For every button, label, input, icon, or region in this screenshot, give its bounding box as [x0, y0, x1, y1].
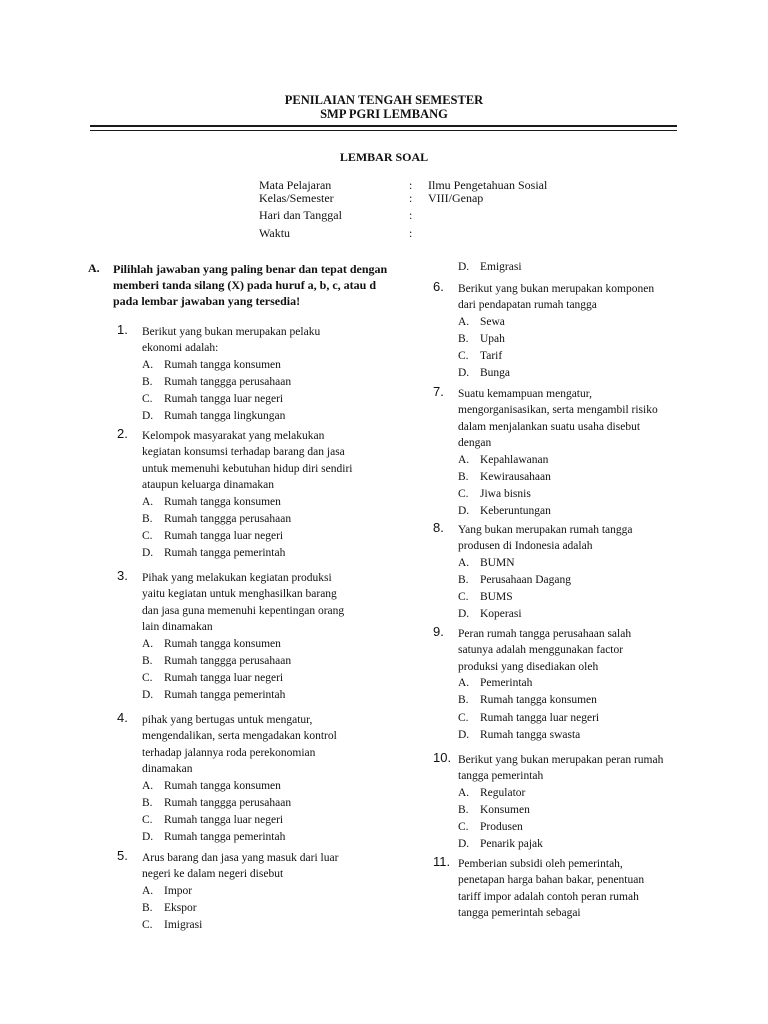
- option-b[interactable]: [458, 572, 668, 589]
- question-text: Pemberian subsidi oleh pemerintah, penetapan harga bahan bakar, penentuan tariff impor adalah contoh peran rumah tangga pemerintah sebagai: [458, 858, 645, 920]
- option-letter: D.: [142, 547, 154, 560]
- option-text: Emigrasi: [480, 261, 522, 273]
- option-b[interactable]: [142, 795, 354, 812]
- option-letter: C.: [142, 530, 153, 542]
- option-letter: C.: [142, 814, 153, 826]
- option-text: Rumah tangga konsumen: [164, 779, 281, 792]
- option-b[interactable]: [458, 802, 673, 819]
- question-text: Yang bukan merupakan rumah tangga produsen di Indonesia adalah: [458, 524, 633, 553]
- option-text: BUMN: [480, 556, 515, 569]
- option-text: Rumah tangga swasta: [480, 728, 581, 741]
- option-text: Regulator: [480, 786, 526, 799]
- option-text: Bunga: [480, 367, 511, 380]
- option-a[interactable]: [142, 883, 354, 900]
- option-text: BUMS: [480, 591, 513, 604]
- option-text: Rumah tangga pemerintah: [164, 689, 286, 702]
- option-text: Jiwa bisnis: [480, 488, 531, 500]
- option-a[interactable]: [142, 357, 354, 374]
- question-number: 2.: [117, 426, 128, 441]
- option-letter: D.: [458, 728, 470, 741]
- option-letter: D.: [458, 367, 470, 380]
- option-b[interactable]: [142, 511, 354, 528]
- question-2: [117, 426, 354, 562]
- question-number: 7.: [433, 384, 444, 399]
- option-d[interactable]: [142, 687, 354, 704]
- option-letter: D.: [458, 608, 470, 621]
- option-letter: B.: [142, 376, 153, 388]
- option-text: Tarif: [480, 350, 503, 363]
- option-letter: A.: [458, 556, 470, 569]
- option-letter: A.: [142, 884, 154, 897]
- option-b[interactable]: [458, 469, 658, 486]
- option-d[interactable]: [458, 503, 658, 520]
- question-number: 11.: [433, 854, 451, 869]
- info-value-class: VIII/Genap: [428, 191, 484, 205]
- option-letter: B.: [142, 902, 153, 914]
- option-text: Ekspor: [164, 902, 197, 914]
- option-text: Rumah tangga luar negeri: [164, 530, 284, 542]
- exam-title: PENILAIAN TENGAH SEMESTER: [284, 93, 484, 107]
- option-letter: D.: [142, 689, 154, 702]
- option-a[interactable]: [458, 314, 668, 331]
- option-text: Rumah tangga konsumen: [164, 495, 281, 508]
- question-number: 4.: [117, 710, 128, 725]
- question-number: 5.: [117, 848, 128, 863]
- option-text: Rumah tangga pemerintah: [164, 831, 286, 844]
- option-d[interactable]: [458, 606, 668, 623]
- option-letter: C.: [142, 393, 153, 406]
- info-colon: :: [409, 226, 413, 240]
- question-number: 8.: [433, 520, 444, 535]
- question-6: [433, 279, 668, 383]
- option-b[interactable]: [458, 692, 658, 709]
- option-letter: B.: [458, 694, 469, 707]
- info-colon: :: [409, 208, 413, 222]
- option-a[interactable]: [458, 555, 668, 572]
- option-letter: A.: [142, 495, 154, 508]
- option-text: Perusahaan Dagang: [480, 574, 572, 586]
- option-c[interactable]: [458, 348, 668, 365]
- option-letter: B.: [458, 574, 469, 586]
- option-text: Rumah tangga pemerintah: [164, 547, 286, 560]
- header-rule-thick: [90, 125, 677, 127]
- option-a[interactable]: [458, 785, 673, 802]
- option-letter: A.: [142, 637, 154, 650]
- info-colon: :: [409, 191, 413, 205]
- option-d[interactable]: [458, 365, 668, 382]
- option-a[interactable]: [142, 636, 354, 653]
- option-text: Rumah tangga luar negeri: [164, 672, 284, 684]
- option-letter: B.: [458, 333, 469, 345]
- option-text: Impor: [164, 884, 193, 897]
- option-a[interactable]: [458, 675, 658, 692]
- option-text: Rumah tanggga perusahaan: [164, 512, 292, 525]
- option-a[interactable]: [142, 778, 354, 795]
- option-d[interactable]: [458, 259, 522, 276]
- option-d[interactable]: [458, 836, 673, 853]
- option-text: Sewa: [480, 315, 505, 328]
- option-text: Rumah tangga luar negeri: [164, 814, 284, 826]
- info-colon: :: [409, 178, 413, 192]
- option-letter: B.: [458, 804, 469, 816]
- option-d[interactable]: [142, 545, 354, 562]
- option-d[interactable]: [458, 727, 658, 744]
- option-a[interactable]: [458, 452, 658, 469]
- question-text: Suatu kemampuan mengatur, mengorganisasikan, serta mengambil risiko dalam menjalankan suatu usaha disebut dengan: [458, 388, 658, 450]
- option-letter: B.: [142, 796, 153, 809]
- question-10: [433, 750, 673, 854]
- option-letter: D.: [142, 831, 154, 844]
- option-b[interactable]: [142, 900, 354, 917]
- option-a[interactable]: [142, 494, 354, 511]
- option-letter: A.: [458, 453, 470, 466]
- option-c[interactable]: [142, 528, 354, 545]
- option-text: Rumah tangga lingkungan: [164, 410, 286, 423]
- option-text: Pemerintah: [480, 677, 533, 690]
- info-label-class: Kelas/Semester: [259, 191, 334, 205]
- option-text: Rumah tangga luar negeri: [164, 393, 284, 406]
- option-text: Kewirausahaan: [480, 470, 551, 483]
- question-number: 1.: [117, 322, 128, 337]
- question-text: pihak yang bertugas untuk mengatur, mengendalikan, serta mengadakan kontrol terhadap jalannya roda perekonomian dinamakan: [142, 714, 337, 776]
- option-letter: D.: [458, 261, 470, 273]
- question-text: Pihak yang melakukan kegiatan produksi yaitu kegiatan untuk menghasilkan barang dan jasa guna memenuhi kepentingan orang lain dinamakan: [142, 572, 345, 634]
- question-number: 6.: [433, 279, 444, 294]
- question-number: 10.: [433, 750, 452, 765]
- question-text: Kelompok masyarakat yang melakukan kegiatan konsumsi terhadap barang dan jasa untuk memenuhi kebutuhan hidup diri sendiri ataupun keluarga dinamakan: [142, 430, 353, 492]
- option-letter: C.: [458, 711, 469, 724]
- option-c[interactable]: [142, 670, 354, 687]
- option-text: Rumah tanggga perusahaan: [164, 654, 292, 667]
- option-text: Koperasi: [480, 608, 522, 621]
- option-letter: A.: [142, 779, 154, 792]
- option-text: Rumah tangga konsumen: [164, 637, 281, 650]
- option-text: Rumah tangga konsumen: [164, 358, 281, 371]
- question-text: Berikut yang bukan merupakan peran rumah tangga pemerintah: [458, 754, 664, 783]
- option-text: Imigrasi: [164, 919, 203, 932]
- info-value-subject: Ilmu Pengetahuan Sosial: [428, 178, 548, 192]
- question-text: Peran rumah tangga perusahaan salah satunya adalah menggunakan factor produksi yang disediakan oleh: [458, 628, 632, 673]
- option-c[interactable]: [458, 710, 658, 727]
- option-letter: C.: [458, 350, 469, 363]
- option-letter: C.: [142, 919, 153, 932]
- info-label-time: Waktu: [259, 226, 291, 240]
- question-4: [117, 710, 354, 846]
- option-letter: C.: [142, 672, 153, 684]
- option-c[interactable]: [458, 486, 658, 503]
- option-text: Upah: [480, 333, 505, 345]
- option-d[interactable]: [142, 829, 354, 846]
- option-letter: C.: [458, 488, 469, 500]
- option-b[interactable]: [142, 653, 354, 670]
- option-text: Rumah tangga konsumen: [480, 694, 597, 707]
- option-text: Rumah tanggga perusahaan: [164, 376, 292, 388]
- question-text: Arus barang dan jasa yang masuk dari luar negeri ke dalam negeri disebut: [142, 852, 339, 881]
- option-letter: D.: [458, 505, 470, 518]
- option-text: Kepahlawanan: [480, 453, 549, 466]
- option-c[interactable]: [142, 917, 354, 934]
- option-letter: A.: [458, 786, 470, 799]
- option-letter: D.: [458, 838, 470, 851]
- option-letter: C.: [458, 591, 469, 604]
- header-rule-thin: [90, 130, 677, 131]
- question-5: [117, 848, 354, 934]
- option-c[interactable]: [458, 589, 668, 606]
- question-9: [433, 624, 658, 744]
- option-b[interactable]: [458, 331, 668, 348]
- option-text: Rumah tangga luar negeri: [480, 711, 600, 724]
- option-c[interactable]: [458, 819, 673, 836]
- question-1: [117, 322, 354, 426]
- option-b[interactable]: [142, 374, 354, 391]
- option-d[interactable]: [142, 408, 354, 425]
- question-number: 3.: [117, 568, 128, 583]
- option-letter: A.: [142, 358, 154, 371]
- option-text: Konsumen: [480, 804, 530, 816]
- option-letter: A.: [458, 315, 470, 328]
- option-text: Keberuntungan: [480, 505, 551, 518]
- option-letter: B.: [142, 654, 153, 667]
- option-letter: B.: [458, 470, 469, 483]
- question-7: [433, 384, 658, 520]
- question-8: [433, 520, 668, 624]
- option-letter: B.: [142, 512, 153, 525]
- section-letter: A.: [88, 261, 100, 275]
- section-instruction: Pilihlah jawaban yang paling benar dan tepat dengan memberi tanda silang (X) pada huruf a, b, c, atau d pada lembar jawaban yang tersedia!: [113, 262, 388, 308]
- question-text: Berikut yang bukan merupakan komponen dari pendapatan rumah tangga: [458, 283, 655, 312]
- option-text: Produsen: [480, 821, 523, 834]
- question-3: [117, 568, 354, 704]
- option-letter: C.: [458, 821, 469, 834]
- option-c[interactable]: [142, 812, 354, 829]
- info-label-date: Hari dan Tanggal: [259, 208, 342, 222]
- option-c[interactable]: [142, 391, 354, 408]
- option-letter: A.: [458, 677, 470, 690]
- school-name: SMP PGRI LEMBANG: [320, 107, 448, 121]
- option-letter: D.: [142, 410, 154, 423]
- option-text: Rumah tanggga perusahaan: [164, 796, 292, 809]
- question-text: Berikut yang bukan merupakan pelaku ekonomi adalah:: [142, 326, 321, 355]
- question-number: 9.: [433, 624, 444, 639]
- info-label-subject: Mata Pelajaran: [259, 178, 332, 192]
- sheet-title: LEMBAR SOAL: [339, 150, 429, 164]
- question-11: [433, 854, 668, 922]
- option-text: Penarik pajak: [480, 838, 543, 851]
